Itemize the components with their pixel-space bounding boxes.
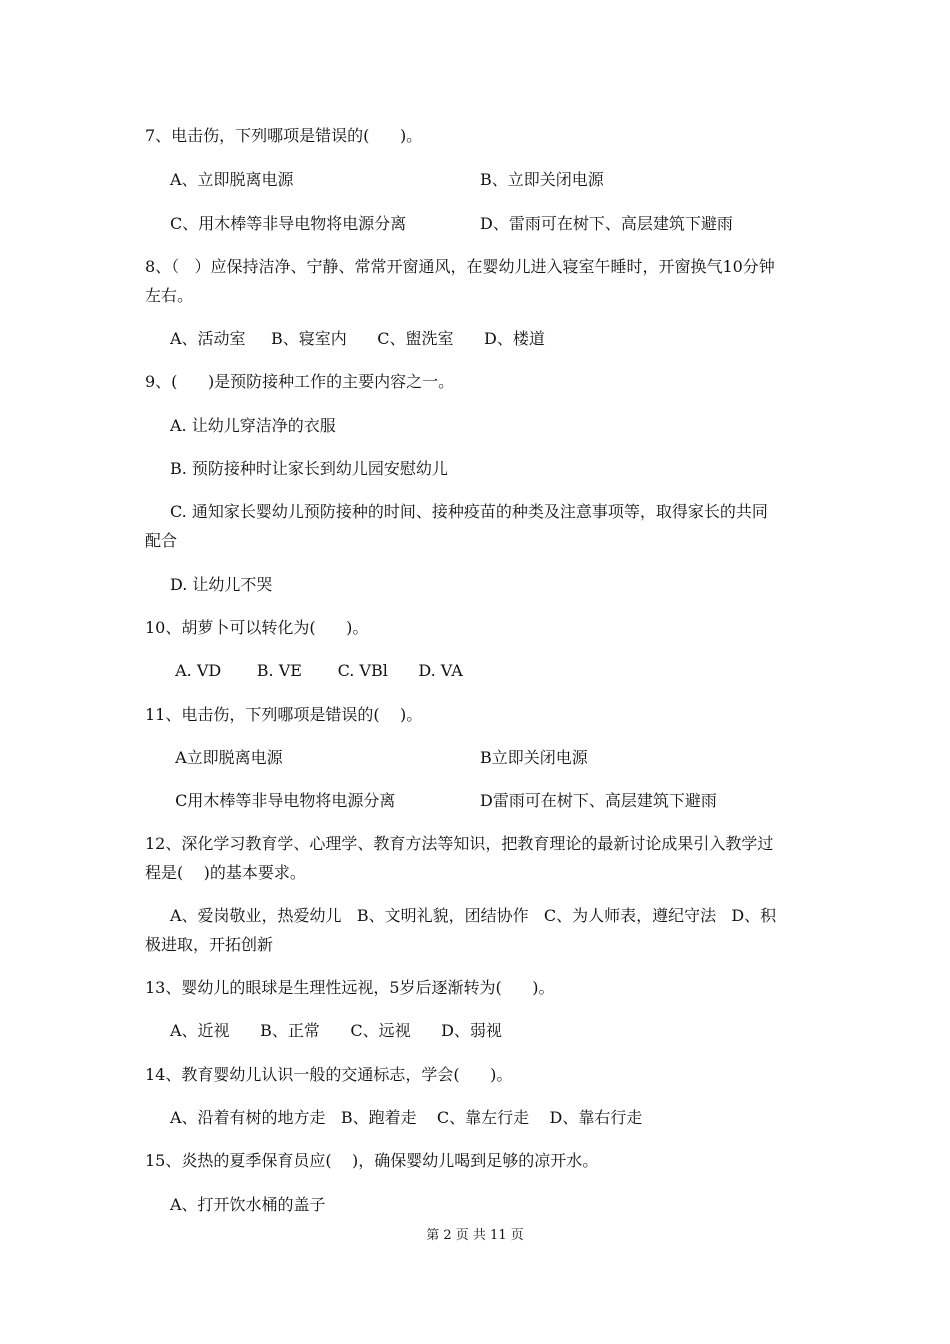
question-12-stem-line1: 12、深化学习教育学、心理学、教育方法等知识，把教育理论的最新讨论成果引入教学过 <box>145 834 774 853</box>
question-10-stem: 10、胡萝卜可以转化为( )。 <box>145 618 369 637</box>
question-15-option-a: A、打开饮水桶的盖子 <box>170 1195 326 1214</box>
question-12-options-line2: 极进取，开拓创新 <box>145 935 274 954</box>
question-7-option-b: B、立即关闭电源 <box>480 170 604 189</box>
question-15-stem: 15、炎热的夏季保育员应( )，确保婴幼儿喝到足够的凉开水。 <box>145 1151 599 1170</box>
question-11-option-c: C用木棒等非导电物将电源分离 <box>170 791 396 810</box>
page-number: 第 2 页 共 11 页 <box>426 1228 524 1243</box>
question-11-stem: 11、电击伤，下列哪项是错误的( )。 <box>145 705 423 724</box>
question-14-stem: 14、教育婴幼儿认识一般的交通标志，学会( )。 <box>145 1065 513 1084</box>
question-7-option-a: A、立即脱离电源 <box>170 170 294 189</box>
question-11-option-b: B立即关闭电源 <box>480 748 588 767</box>
question-12-stem-line2: 程是( )的基本要求。 <box>145 863 306 882</box>
question-10-options: A. VD B. VE C. VBl D. VA <box>170 661 463 680</box>
question-9-stem: 9、( )是预防接种工作的主要内容之一。 <box>145 372 455 391</box>
question-14-options: A、沿着有树的地方走 B、跑着走 C、靠左行走 D、靠右行走 <box>170 1108 643 1127</box>
question-8-stem-line1: 8、（ ）应保持洁净、宁静、常常开窗通风，在婴幼儿进入寝室午睡时，开窗换气10分钟 <box>145 257 775 276</box>
question-9-option-b: B. 预防接种时让家长到幼儿园安慰幼儿 <box>170 459 448 478</box>
question-12-options-line1: A、爱岗敬业，热爱幼儿 B、文明礼貌，团结协作 C、为人师表，遵纪守法 D、积 <box>170 906 777 925</box>
question-7-stem: 7、电击伤，下列哪项是错误的( )。 <box>145 126 423 145</box>
question-8-stem-line2: 左右。 <box>145 286 194 305</box>
question-8-options: A、活动室 B、寝室内 C、盥洗室 D、楼道 <box>170 329 545 348</box>
question-9-option-a: A. 让幼儿穿洁净的衣服 <box>170 416 336 435</box>
question-13-stem: 13、婴幼儿的眼球是生理性远视，5岁后逐渐转为( )。 <box>145 978 555 997</box>
question-9-option-c-line1: C. 通知家长婴幼儿预防接种的时间、接种疫苗的种类及注意事项等，取得家长的共同 <box>170 502 768 521</box>
question-9-option-c-line2: 配合 <box>145 531 178 550</box>
question-11-option-d: D雷雨可在树下、高层建筑下避雨 <box>480 791 717 810</box>
question-11-option-a: A立即脱离电源 <box>170 748 283 767</box>
question-7-option-c: C、用木棒等非导电物将电源分离 <box>170 214 407 233</box>
question-9-option-d: D. 让幼儿不哭 <box>170 575 273 594</box>
question-7-option-d: D、雷雨可在树下、高层建筑下避雨 <box>480 214 733 233</box>
question-13-options: A、近视 B、正常 C、远视 D、弱视 <box>170 1021 502 1040</box>
